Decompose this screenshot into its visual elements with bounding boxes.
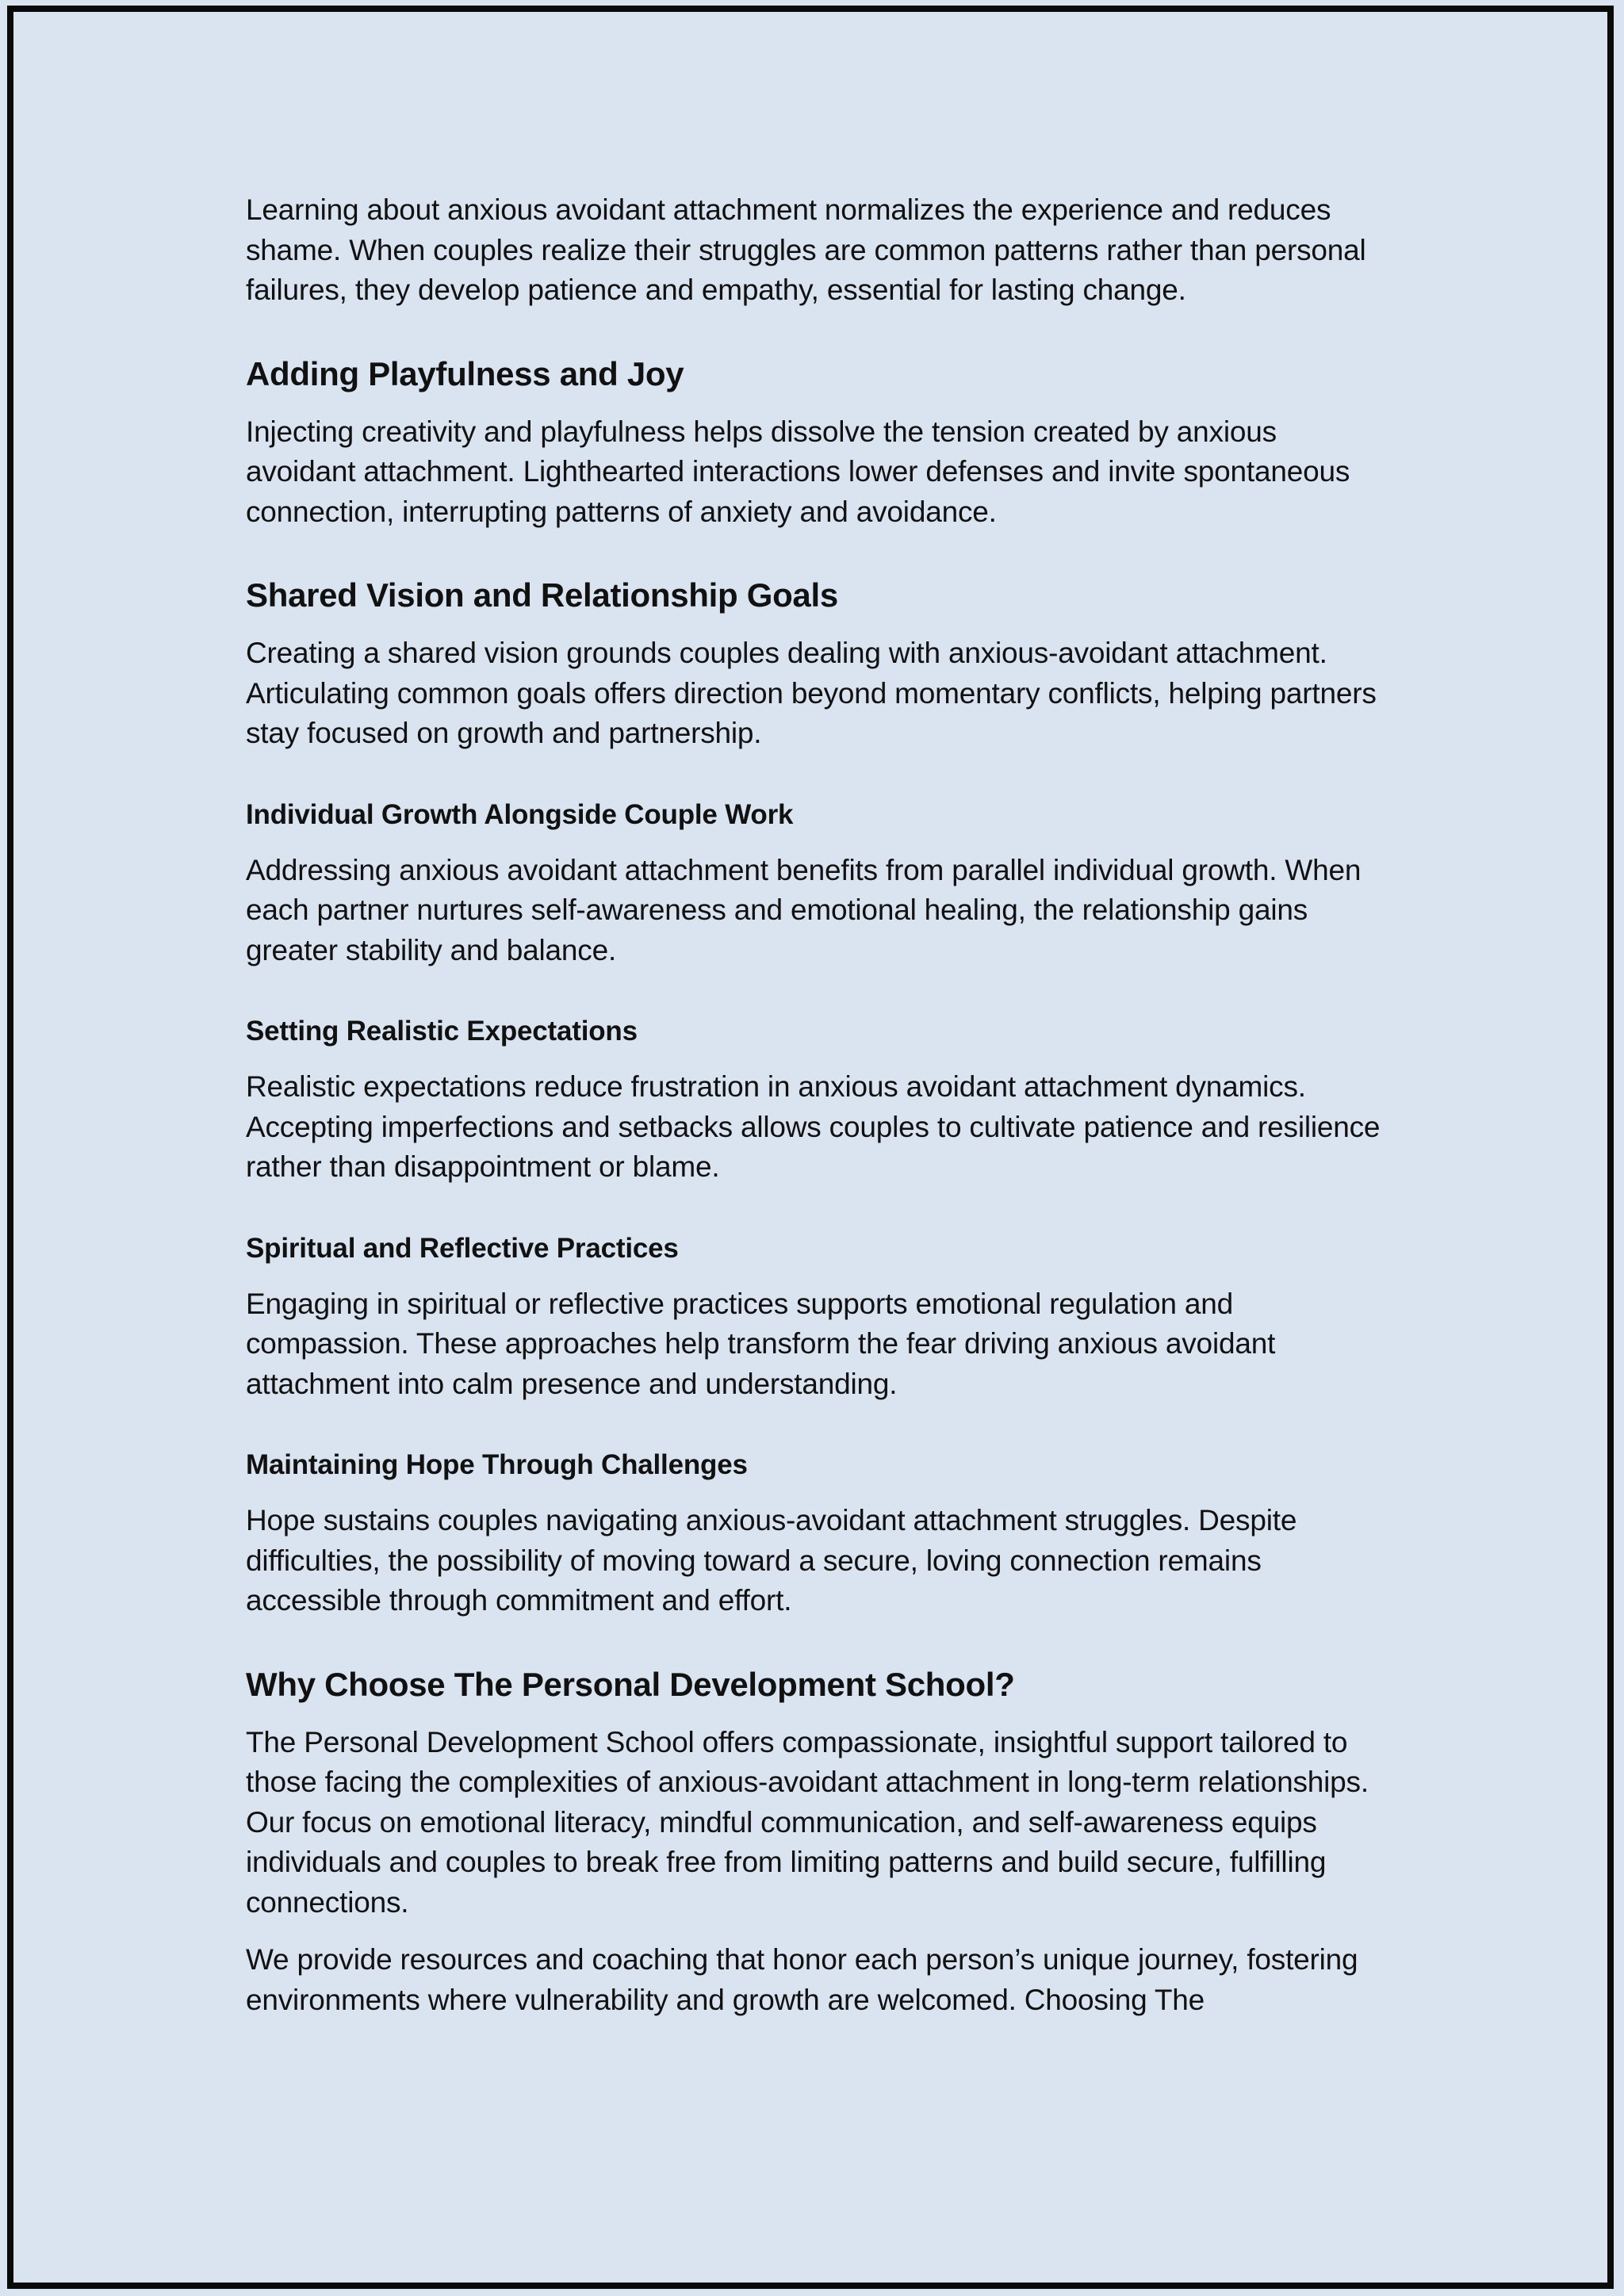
paragraph-normalizing-experience: Learning about anxious avoidant attachment normalizes the experience and reduces shame. When couples realize their struggles are common patterns rather than personal failures, they develop patience and empathy, essential for lasting change. (246, 193, 1366, 306)
heading-why-choose: Why Choose The Personal Development School? (246, 1665, 1015, 1703)
heading-spiritual-practices: Spiritual and Reflective Practices (246, 1232, 679, 1264)
paragraph-playfulness: Injecting creativity and playfulness helps dissolve the tension created by anxious avoidant attachment. Lighthearted interactions lower defenses and invite spontaneous connection, interrupting patterns of anxiety and avoidance. (246, 415, 1350, 528)
heading-maintaining-hope: Maintaining Hope Through Challenges (246, 1449, 748, 1480)
paragraph-shared-vision: Creating a shared vision grounds couples dealing with anxious-avoidant attachment. Articulating common goals offers direction beyond momentary conflicts, helping partners stay focused on growth and partnership. (246, 637, 1377, 749)
heading-shared-vision: Shared Vision and Relationship Goals (246, 576, 838, 614)
heading-adding-playfulness: Adding Playfulness and Joy (246, 354, 684, 392)
document-content (246, 190, 1388, 2020)
paragraph-maintaining-hope: Hope sustains couples navigating anxious-avoidant attachment struggles. Despite difficulties, the possibility of moving toward a secure, loving connection remains accessible through commitment and effort. (246, 1504, 1297, 1617)
paragraph-realistic-expectations: Realistic expectations reduce frustration in anxious avoidant attachment dynamics. Accepting imperfections and setbacks allows couples to cultivate patience and resilience rather than disappointment or blame. (246, 1070, 1381, 1183)
paragraph-resources-coaching: We provide resources and coaching that honor each person’s unique journey, fostering environments where vulnerability and growth are welcomed. Choosing The (246, 1943, 1358, 2016)
paragraph-spiritual-practices: Engaging in spiritual or reflective practices supports emotional regulation and compassion. These approaches help transform the fear driving anxious avoidant attachment into calm presence and understanding. (246, 1287, 1276, 1400)
paragraph-why-choose: The Personal Development School offers compassionate, insightful support tailored to those facing the complexities of anxious-avoidant attachment in long-term relationships. Our focus on emotional literacy, mindful communication, and self-awareness equips individuals and couples to break free from limiting patterns and build secure, fulfilling connections. (246, 1725, 1369, 1919)
heading-realistic-expectations: Setting Realistic Expectations (246, 1016, 638, 1047)
paragraph-individual-growth: Addressing anxious avoidant attachment benefits from parallel individual growth. When each partner nurtures self-awareness and emotional healing, the relationship gains greater stability and balance. (246, 853, 1362, 966)
heading-individual-growth: Individual Growth Alongside Couple Work (246, 798, 794, 830)
